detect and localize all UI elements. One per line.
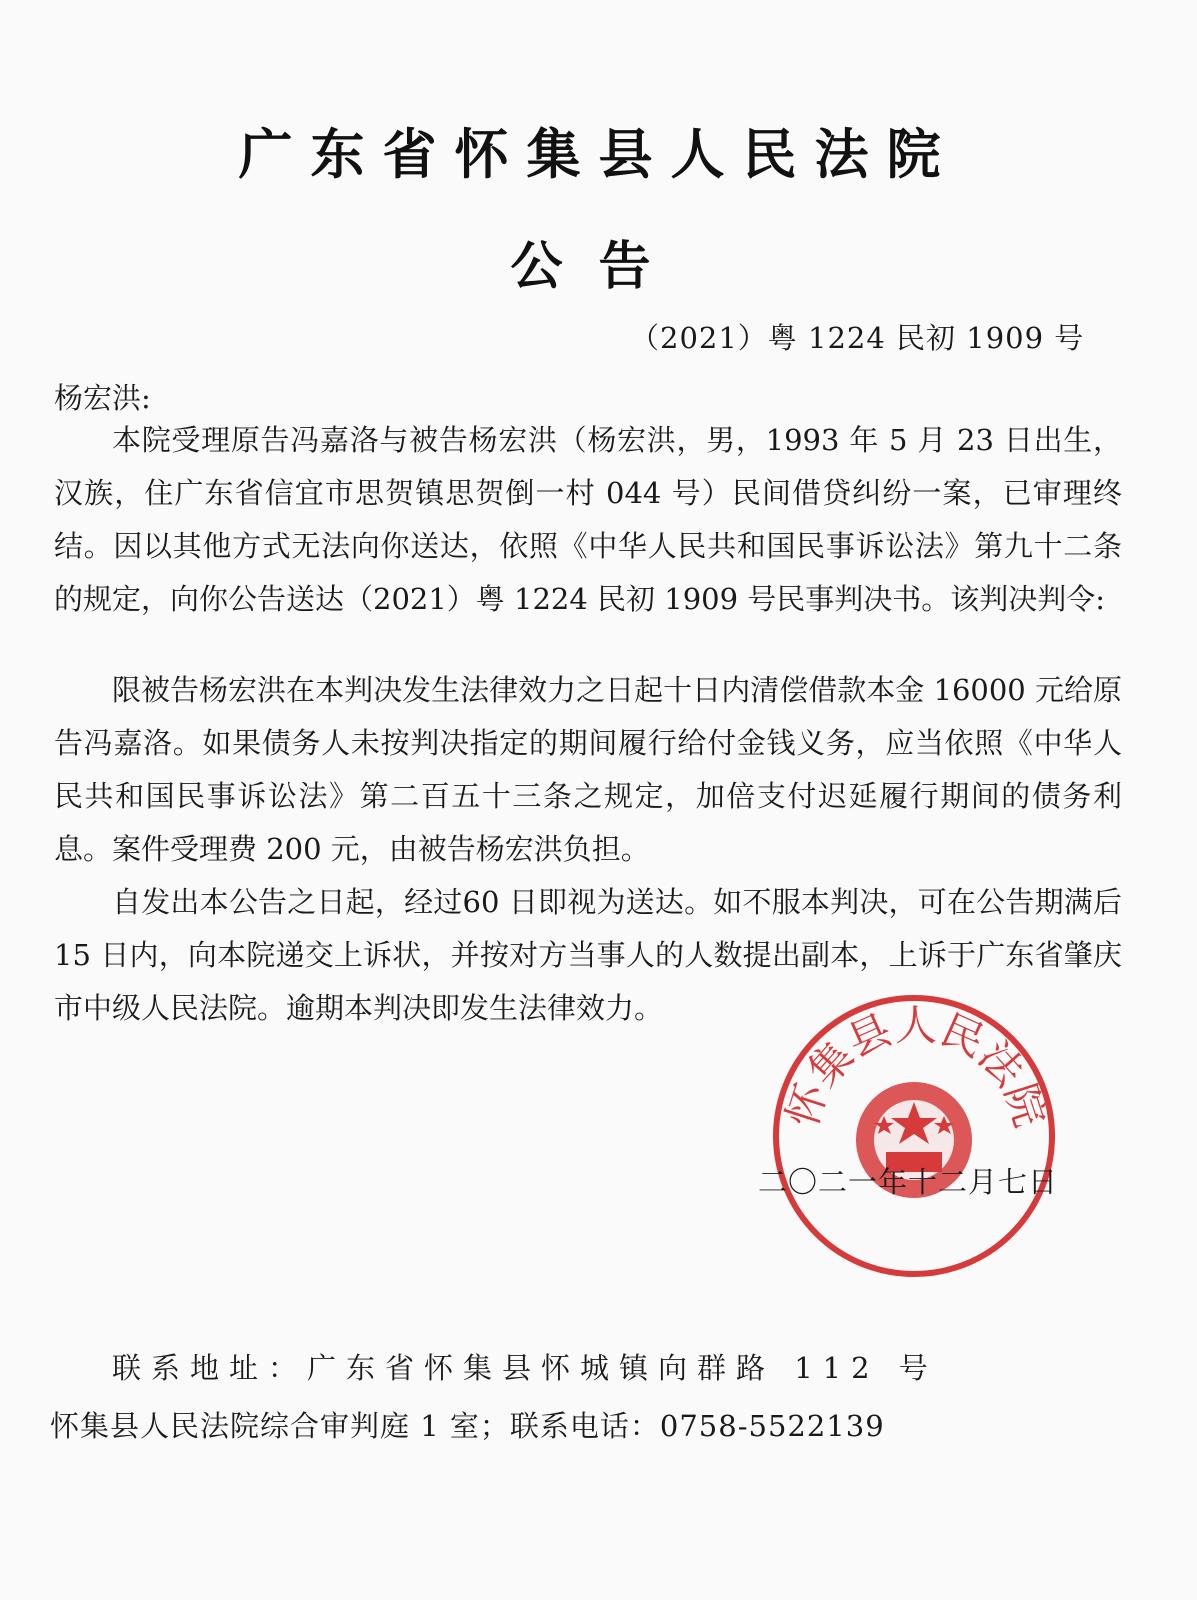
addressee: 杨宏洪: [54,381,151,415]
court-name-heading: 广东省怀集县人民法院 [238,123,959,186]
paragraph-case-summary: 本院受理原告冯嘉洛与被告杨宏洪（杨宏洪，男，1993 年 5 月 23 日出生，汉族，住广东省信宜市思贺镇思贺倒一村 044 号）民间借贷纠纷一案，已审理终结。因以其他方式无法向你送达，依照《中华人民共和国民事诉讼法》第九十二条的规定，向你公告送达（2021）粤 1224 民初 1909 号民事判决书。该判决判令: [54,423,1122,616]
case-number: （2021）粤 1224 民初 1909 号 [630,321,1085,355]
contact-address: 联系地址：广东省怀集县怀城镇向群路 112 号 [112,1351,938,1385]
paragraph-judgment: 限被告杨宏洪在本判决发生法律效力之日起十日内清偿借款本金 16000 元给原告冯嘉洛。如果债务人未按判决指定的期间履行给付金钱义务，应当依照《中华人民共和国民事诉讼法》第二百五十三条之规定，加倍支付迟延履行期间的债务利息。案件受理费 200 元，由被告杨宏洪负担。 [54,673,1122,866]
issue-date: 二〇二一年十二月七日 [758,1165,1059,1199]
svg-text:怀集县人民法院: 怀集县人民法院 [777,1001,1055,1133]
paragraph-appeal-notice: 自发出本公告之日起，经过60 日即视为送达。如不服本判决，可在公告期满后 15 日内，向本院递交上诉状，并按对方当事人的人数提出副本，上诉于广东省肇庆市中级人民法院。逾期本判决即发生法律效力。 [54,885,1122,1025]
document-type-heading: 公告 [510,237,687,297]
contact-office-phone: 怀集县人民法院综合审判庭 1 室；联系电话：0758-5522139 [50,1409,885,1443]
court-seal-icon [768,990,1060,1282]
